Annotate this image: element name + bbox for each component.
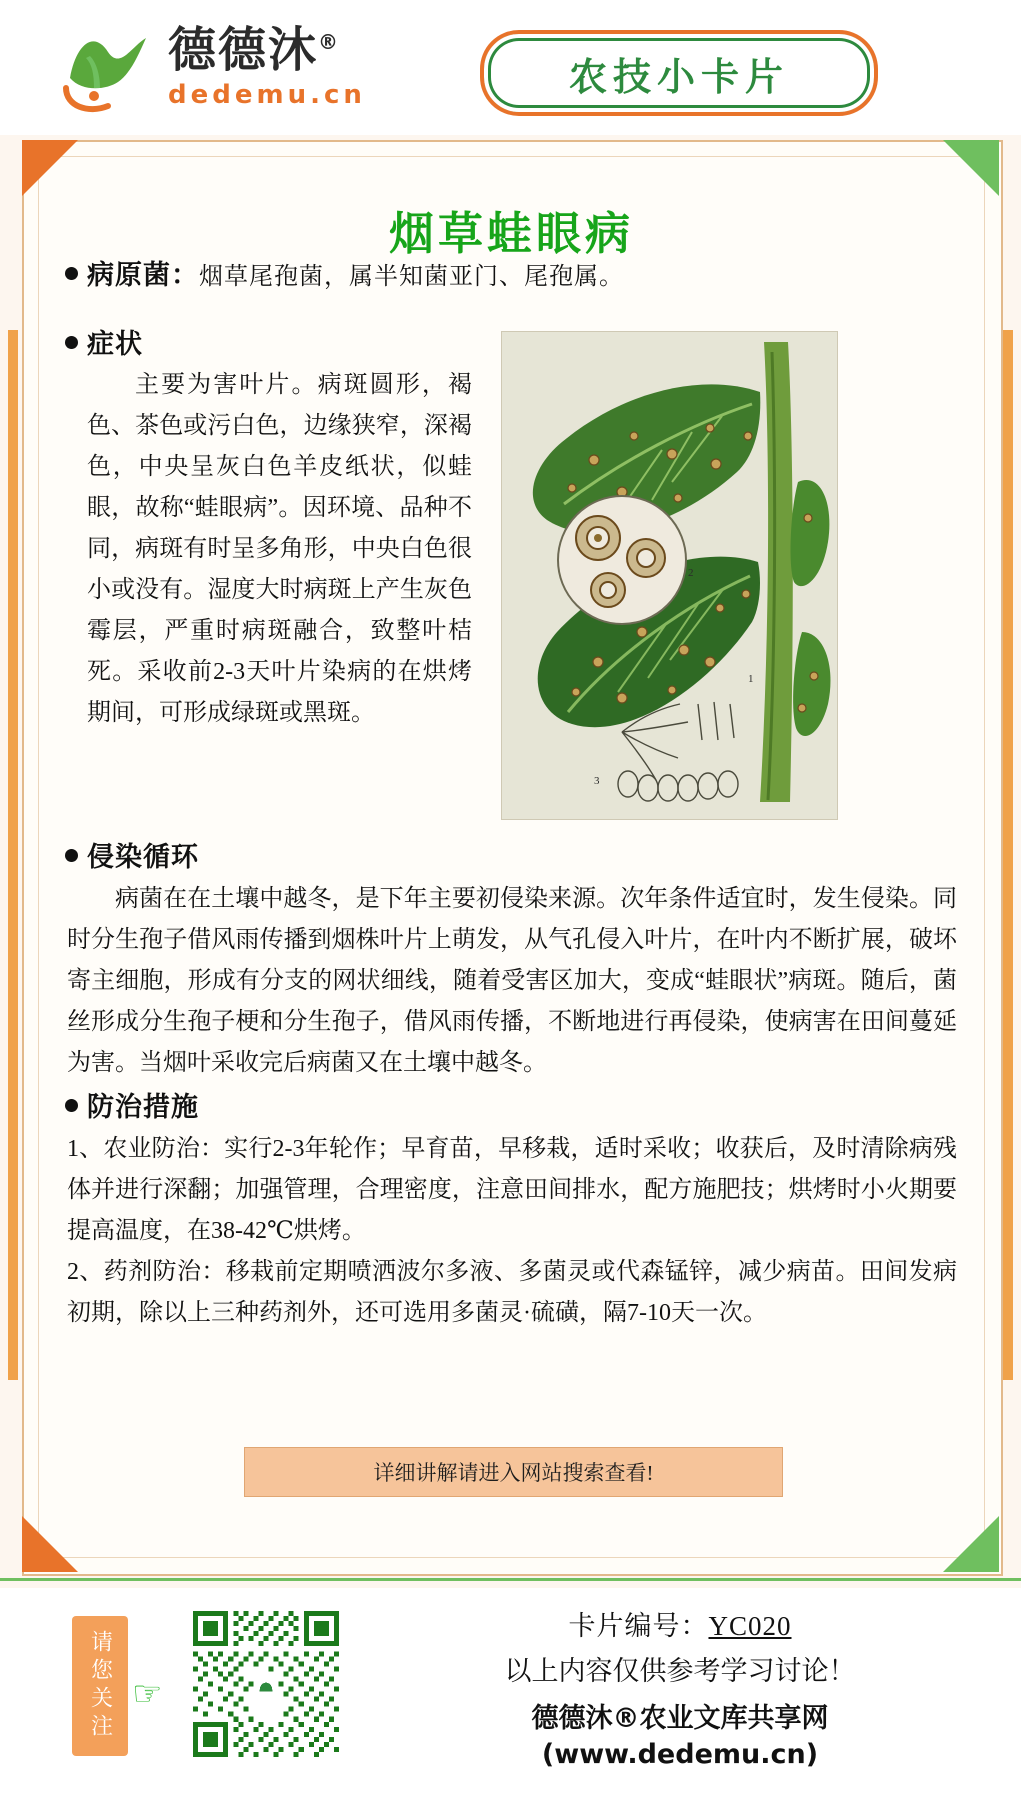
pointing-hand-icon: ☞: [132, 1676, 163, 1713]
disclaimer-text: 以上内容仅供参考学习讨论！: [504, 1656, 856, 1686]
card-number-line: [370, 1604, 990, 1643]
site-name: 德德沐®农业文库共享网: [531, 1703, 829, 1734]
section-heading-cycle: 侵染循环: [65, 835, 199, 874]
green-mountain-logo-icon: [60, 22, 156, 114]
symptom-text: 主要为害叶片。病斑圆形，褐色、茶色或污白色，边缘狭窄，深褐色，中央呈灰白色羊皮纸状，似蛙眼，故称“蛙眼病”。因环境、品种不同，病斑有时呈多角形，中央白色很小或没有。湿度大时病斑上产生灰色霉层，严重时病斑融合，致整叶桔死。采收前2-3天叶片染病的在烘烤期间，可形成绿斑或黑斑。: [87, 372, 472, 726]
illustration-label-1: 1: [748, 673, 754, 685]
cycle-text: 病菌在在土壤中越冬，是下年主要初侵染来源。次年条件适宜时，发生侵染。同时分生孢子借风雨传播到烟株叶片上萌发，从气孔侵入叶片，在叶内不断扩展，破坏寄主细胞，形成有分支的网状细线，随着受害区加大，变成“蛙眼状”病斑。随后，菌丝形成分生孢子梗和分生孢子，借风雨传播，不断地进行再侵染，使病害在田间蔓延为害。当烟叶采收完后病菌又在土壤中越冬。: [67, 886, 957, 1076]
bullet-icon: [65, 1099, 78, 1112]
card-number-value: YC020: [708, 1611, 792, 1641]
content-card-inner: [38, 156, 985, 1558]
brand-name-cn: 德德沐®: [168, 22, 341, 78]
illustration-label-2: 2: [688, 567, 694, 579]
footer: [0, 1588, 1021, 1814]
bullet-icon: [65, 267, 78, 280]
control-item-1: 1、农业防治：实行2-3年轮作；早育苗，早移栽，适时采收；收获后，及时清除病残体并进行深翻；加强管理，合理密度，注意田间排水，配方施肥技；烘烤时小火期要提高温度，在38-42℃烘烤。: [67, 1136, 957, 1244]
registered-mark: ®: [318, 30, 341, 54]
header: [0, 0, 1021, 135]
content-card: [22, 140, 1003, 1576]
pathogen-text: 烟草尾孢菌，属半知菌亚门、尾孢属。: [199, 264, 624, 290]
follow-us-badge: [72, 1616, 128, 1756]
page-title: 烟草蛙眼病: [388, 207, 634, 260]
agri-card-badge-label: 农技小卡片: [568, 54, 789, 99]
bullet-icon: [65, 336, 78, 349]
side-stripe-left: [8, 330, 18, 1380]
qr-code-icon[interactable]: [190, 1608, 348, 1766]
cta-banner[interactable]: [244, 1447, 783, 1497]
tobacco-frogeye-illustration: [501, 331, 838, 820]
footer-divider: [0, 1578, 1021, 1581]
site-url[interactable]: (www.dedemu.cn): [541, 1739, 819, 1770]
brand-logo[interactable]: [60, 22, 366, 114]
control-item-2: 2、药剂防治：移栽前定期喷洒波尔多液、多菌灵或代森锰锌，减少病苗。田间发病初期，除以上三种药剂外，还可选用多菌灵·硫磺，隔7-10天一次。: [67, 1259, 957, 1326]
agri-card-badge: [480, 30, 878, 116]
illustration-label-3: 3: [594, 775, 600, 787]
bullet-icon: [65, 849, 78, 862]
footer-info: [370, 1604, 990, 1770]
section-heading-pathogen: 病原菌：烟草尾孢菌，属半知菌亚门、尾孢属。: [65, 253, 624, 292]
section-heading-symptom: 症状: [65, 322, 143, 361]
brand-name-en: dedemu.cn: [168, 80, 366, 110]
cta-label: 详细讲解请进入网站搜索查看!: [373, 1461, 654, 1485]
follow-us-label: 请您关注: [87, 1630, 113, 1742]
side-stripe-right: [1003, 330, 1013, 1380]
card-number-label: 卡片编号：: [568, 1611, 709, 1641]
brand-text: [168, 22, 366, 110]
section-heading-control: 防治措施: [65, 1085, 199, 1124]
